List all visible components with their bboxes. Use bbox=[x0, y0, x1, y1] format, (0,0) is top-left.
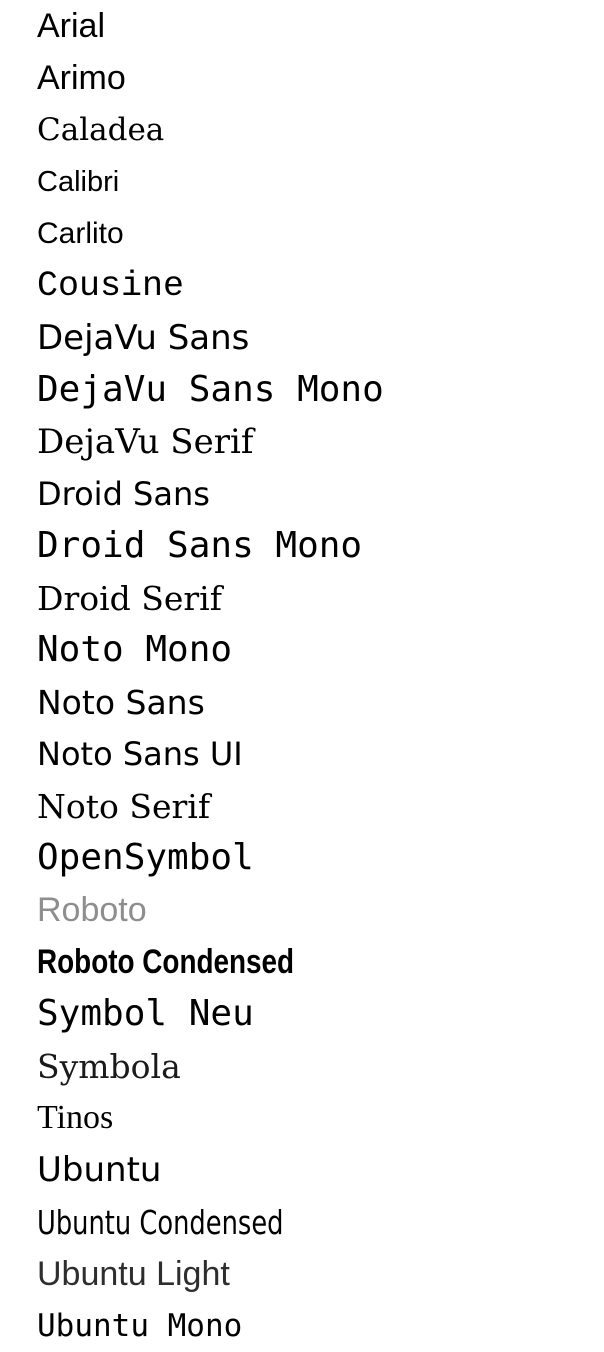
font-list-item bbox=[0, 572, 604, 624]
font-name-label: Droid Sans bbox=[37, 475, 210, 513]
font-name-label: Cousine bbox=[37, 265, 185, 306]
font-list-item bbox=[0, 520, 604, 572]
font-list-item bbox=[0, 208, 604, 260]
font-list-item bbox=[0, 312, 604, 364]
font-list-item bbox=[0, 1040, 604, 1092]
font-name-label: Arimo bbox=[37, 59, 126, 97]
font-name-label: Caladea bbox=[37, 111, 165, 148]
font-list-item bbox=[0, 364, 604, 416]
font-name-label: Carlito bbox=[37, 217, 124, 250]
font-name-label: Tinos bbox=[37, 1099, 114, 1136]
font-list-item bbox=[0, 104, 604, 156]
font-name-label: Ubuntu Light bbox=[37, 1255, 230, 1293]
font-list-item bbox=[0, 884, 604, 936]
font-name-label: Symbol Neu bbox=[37, 993, 254, 1034]
font-name-label: Noto Mono bbox=[37, 629, 233, 670]
font-list-item bbox=[0, 1196, 604, 1248]
font-name-label: Ubuntu bbox=[37, 1150, 162, 1190]
font-list-item bbox=[0, 156, 604, 208]
font-name-label: Droid Serif bbox=[37, 578, 222, 618]
font-name-label: DejaVu Serif bbox=[37, 422, 254, 462]
font-name-label: Droid Sans Mono bbox=[37, 525, 363, 566]
font-list-item bbox=[0, 260, 604, 312]
font-list-item bbox=[0, 1300, 604, 1352]
font-name-label: Arial bbox=[37, 7, 106, 45]
font-list-item bbox=[0, 416, 604, 468]
font-name-label: DejaVu Sans bbox=[37, 318, 250, 358]
font-list-item bbox=[0, 1248, 604, 1300]
font-list-item bbox=[0, 676, 604, 728]
font-name-label: Symbola bbox=[37, 1046, 181, 1086]
font-list-item bbox=[0, 0, 604, 52]
font-list-item bbox=[0, 1144, 604, 1196]
font-name-label: Noto Serif bbox=[37, 786, 211, 826]
font-list-item bbox=[0, 780, 604, 832]
font-name-label: Roboto bbox=[37, 891, 147, 929]
font-name-label: Calibri bbox=[37, 165, 120, 198]
font-name-label: DejaVu Sans Mono bbox=[37, 369, 384, 410]
font-list-item bbox=[0, 728, 604, 780]
font-name-label: Ubuntu Mono bbox=[37, 1307, 243, 1344]
font-name-label: Ubuntu Condensed bbox=[37, 1202, 284, 1242]
font-list-item bbox=[0, 52, 604, 104]
font-list-item bbox=[0, 936, 604, 988]
font-name-label: Roboto Condensed bbox=[37, 943, 295, 981]
font-list-item bbox=[0, 1092, 604, 1144]
font-list-item bbox=[0, 468, 604, 520]
font-list-item bbox=[0, 832, 604, 884]
font-name-label: Noto Sans bbox=[37, 682, 205, 722]
font-list-item bbox=[0, 988, 604, 1040]
font-name-label: Noto Sans UI bbox=[37, 735, 243, 773]
font-name-label: OpenSymbol bbox=[37, 837, 254, 878]
font-list-item bbox=[0, 624, 604, 676]
